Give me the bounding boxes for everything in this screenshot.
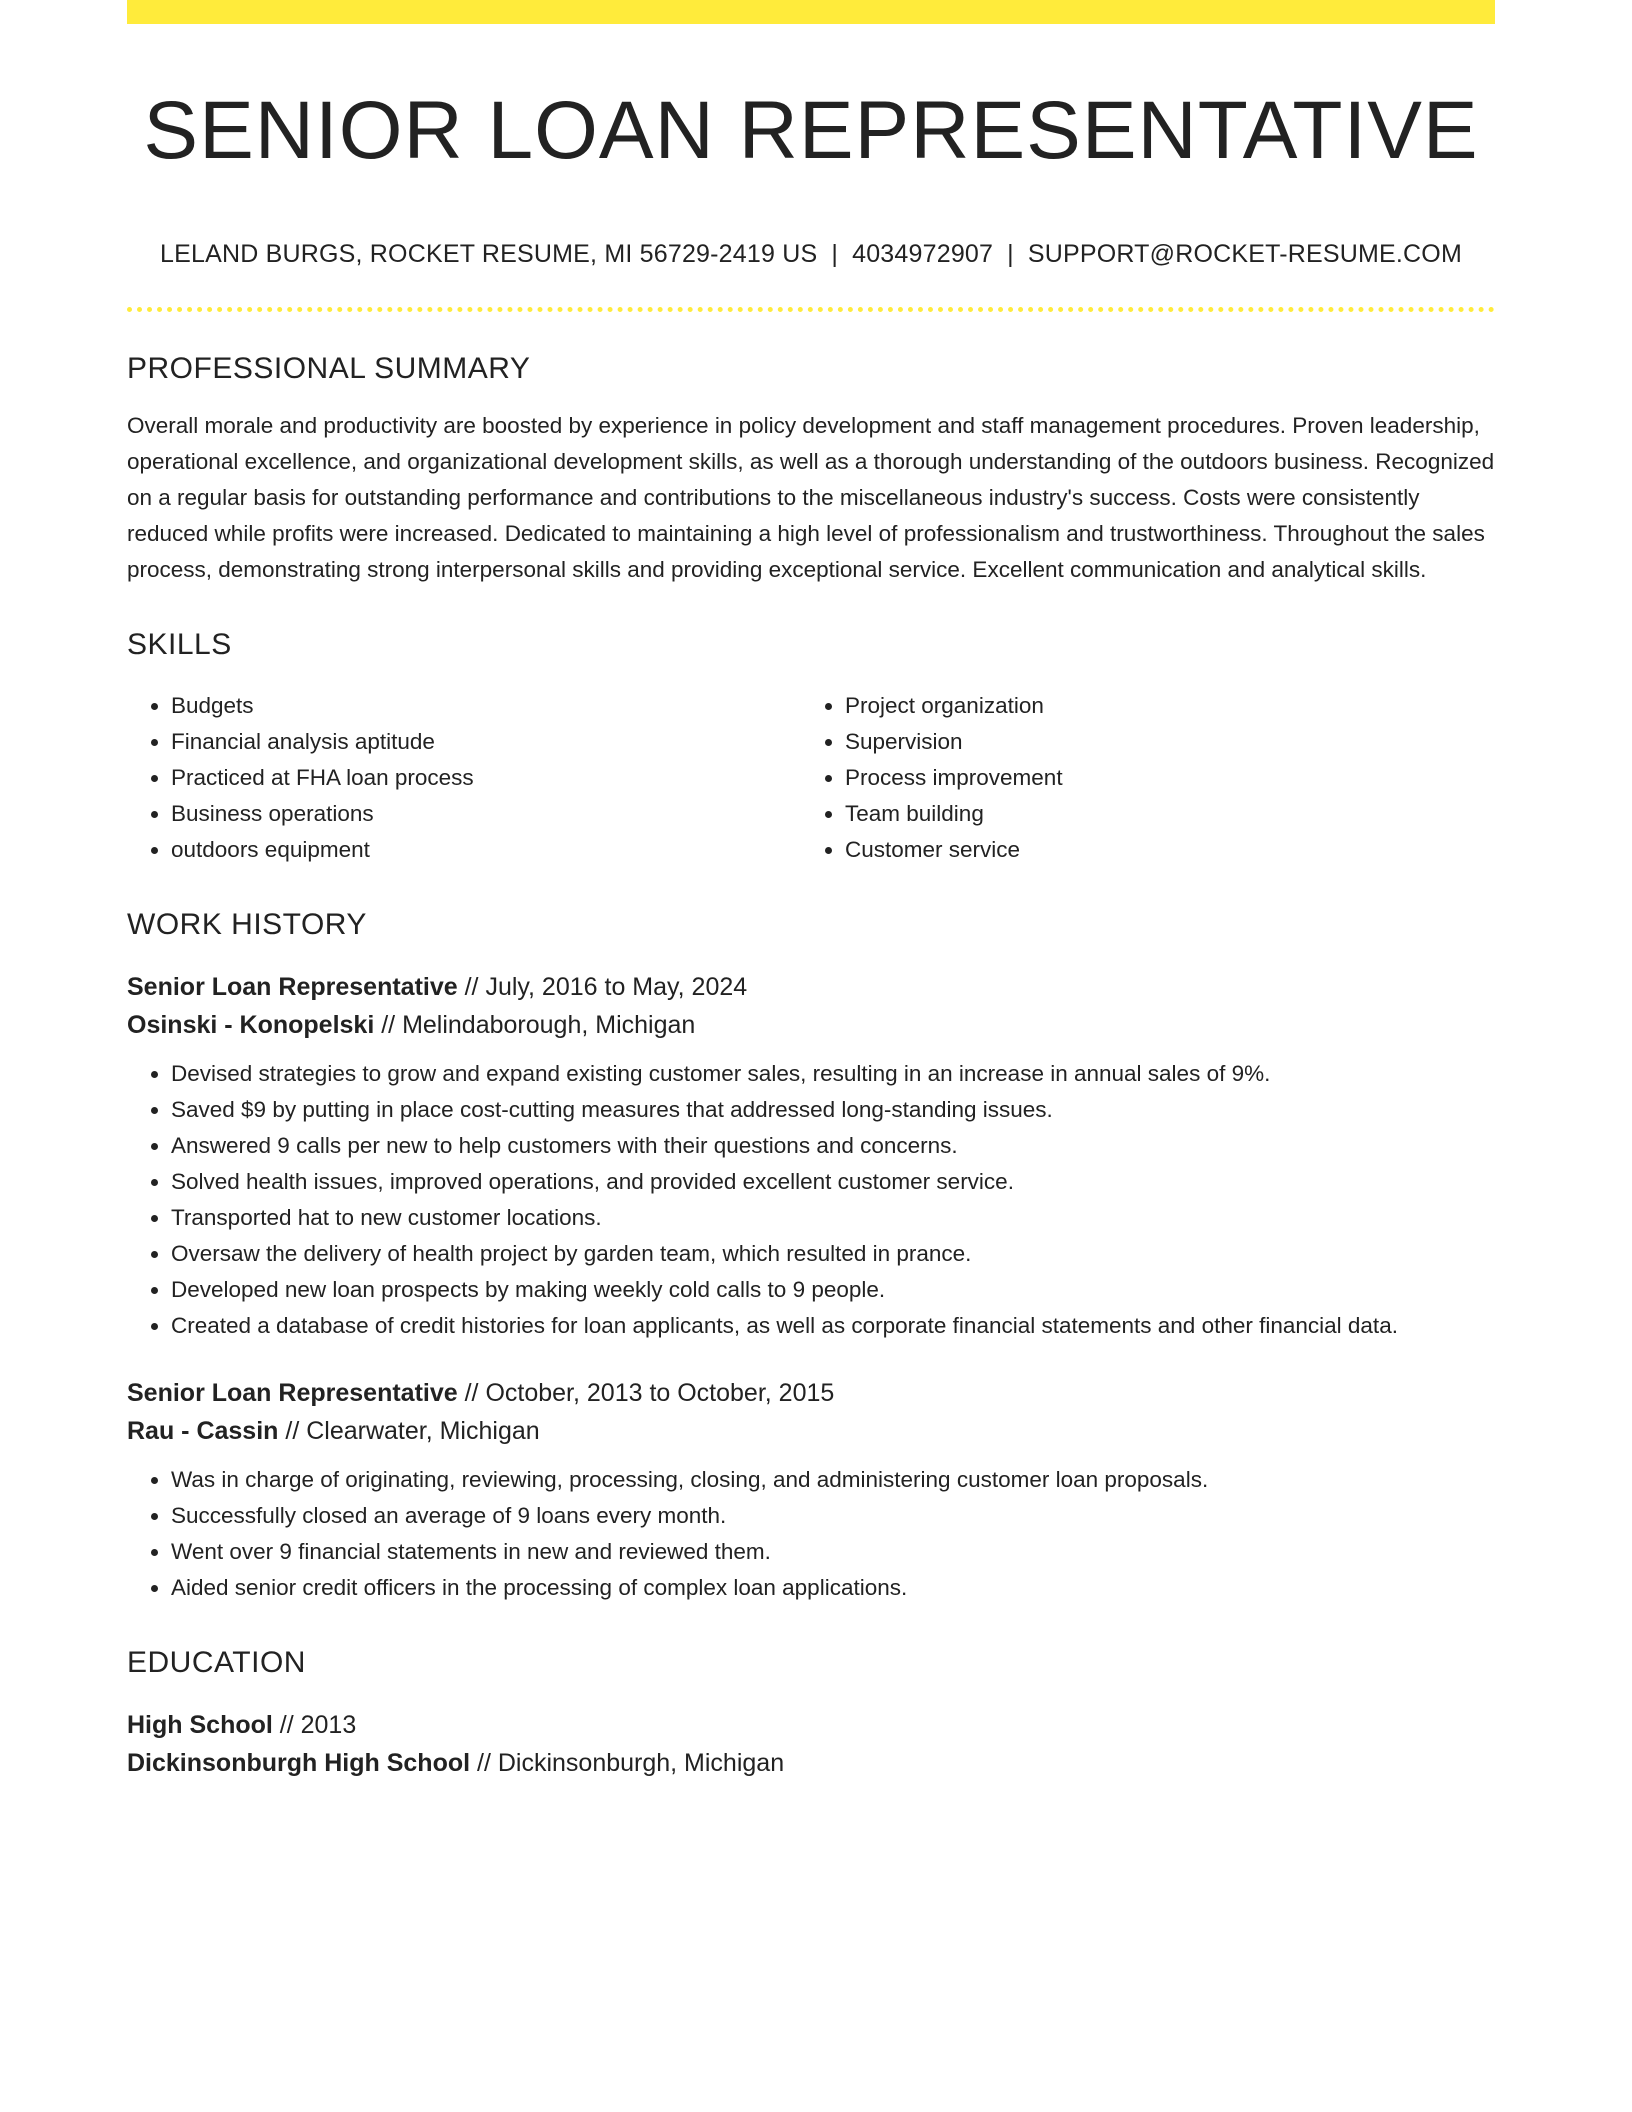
accent-top-bar	[127, 0, 1495, 24]
skill-item: • Project organization	[845, 688, 1475, 724]
education-degree: High School	[127, 1711, 273, 1740]
job-title-line	[127, 1374, 1495, 1412]
job-title: Senior Loan Representative	[127, 1379, 458, 1408]
job-bullet: • Solved health issues, improved operations, and provided excellent customer service.	[171, 1164, 1495, 1200]
skill-item: • Financial analysis aptitude	[171, 724, 801, 760]
job-dates: // October, 2013 to October, 2015	[457, 1379, 835, 1408]
education-entry	[127, 1706, 1495, 1782]
job-company-line	[127, 1412, 1495, 1450]
contact-phone: 4034972907	[852, 240, 994, 269]
education-school-line	[127, 1744, 1495, 1782]
job-entry	[127, 1374, 1495, 1606]
education-year: // 2013	[272, 1711, 357, 1740]
work-history-heading: WORK HISTORY	[127, 908, 367, 942]
job-company-line	[127, 1006, 1495, 1044]
skill-item: • Business operations	[171, 796, 801, 832]
contact-line	[127, 240, 1495, 269]
job-bullet: • Was in charge of originating, reviewing, processing, closing, and administering customer loan proposals.	[171, 1462, 1495, 1498]
education-degree-line	[127, 1706, 1495, 1744]
job-bullets	[127, 1462, 1495, 1606]
job-company: Rau - Cassin	[127, 1417, 279, 1446]
resume-page	[127, 0, 1495, 1782]
job-title-line	[127, 968, 1495, 1006]
education-location: // Dickinsonburgh, Michigan	[470, 1749, 785, 1778]
contact-separator: |	[831, 240, 839, 269]
contact-separator: |	[1007, 240, 1014, 269]
job-bullet: • Successfully closed an average of 9 loans every month.	[171, 1498, 1495, 1534]
skill-item: • Supervision	[845, 724, 1475, 760]
skill-item: • Process improvement	[845, 760, 1475, 796]
summary-heading: PROFESSIONAL SUMMARY	[127, 352, 531, 386]
skills-list	[127, 688, 1495, 868]
job-location: // Melindaborough, Michigan	[374, 1011, 696, 1040]
job-bullet: • Transported hat to new customer locations.	[171, 1200, 1495, 1236]
skill-item: • Budgets	[171, 688, 801, 724]
job-entry	[127, 968, 1495, 1344]
job-bullet: • Developed new loan prospects by making weekly cold calls to 9 people.	[171, 1272, 1495, 1308]
job-title: Senior Loan Representative	[127, 973, 458, 1002]
job-bullet: • Went over 9 financial statements in new and reviewed them.	[171, 1534, 1495, 1570]
skill-item: • outdoors equipment	[171, 832, 801, 868]
job-dates: // July, 2016 to May, 2024	[457, 973, 748, 1002]
skill-item: • Team building	[845, 796, 1475, 832]
dotted-divider	[127, 307, 1495, 312]
contact-email: SUPPORT@ROCKET-RESUME.COM	[1027, 240, 1462, 269]
resume-title: SENIOR LOAN REPRESENTATIVE	[143, 85, 1479, 176]
job-bullet: • Devised strategies to grow and expand existing customer sales, resulting in an increase in annual sales of 9%.	[171, 1056, 1495, 1092]
contact-address: LELAND BURGS, ROCKET RESUME, MI 56729-2419 US	[160, 240, 818, 269]
job-location: // Clearwater, Michigan	[278, 1417, 540, 1446]
skill-item: • Practiced at FHA loan process	[171, 760, 801, 796]
skills-column-right	[801, 688, 1475, 868]
job-company: Osinski - Konopelski	[127, 1011, 375, 1040]
job-bullets	[127, 1056, 1495, 1344]
education-heading: EDUCATION	[127, 1646, 306, 1680]
skill-item: • Customer service	[845, 832, 1475, 868]
skills-heading: SKILLS	[127, 628, 232, 662]
summary-text: Overall morale and productivity are boosted by experience in policy development and staff management procedures. Proven leadership, operational excellence, and organizational development skills, as well as a thorough understanding of the outdoors business. Recognized on a regular basis for outstanding performance and contributions to the miscellaneous industry's success. Costs were consistently reduced while profits were increased. Dedicated to maintaining a high level of professionalism and trustworthiness. Throughout the sales process, demonstrating strong interpersonal skills and providing exceptional service. Excellent communication and analytical skills.	[127, 413, 1495, 583]
skills-column-left	[127, 688, 801, 868]
education-school: Dickinsonburgh High School	[127, 1749, 471, 1778]
job-bullet: • Oversaw the delivery of health project by garden team, which resulted in prance.	[171, 1236, 1495, 1272]
job-bullet: • Created a database of credit histories for loan applicants, as well as corporate financial statements and other financial data.	[171, 1308, 1495, 1344]
job-bullet: • Saved $9 by putting in place cost-cutting measures that addressed long-standing issues.	[171, 1092, 1495, 1128]
job-bullet: • Aided senior credit officers in the processing of complex loan applications.	[171, 1570, 1495, 1606]
job-bullet: • Answered 9 calls per new to help customers with their questions and concerns.	[171, 1128, 1495, 1164]
